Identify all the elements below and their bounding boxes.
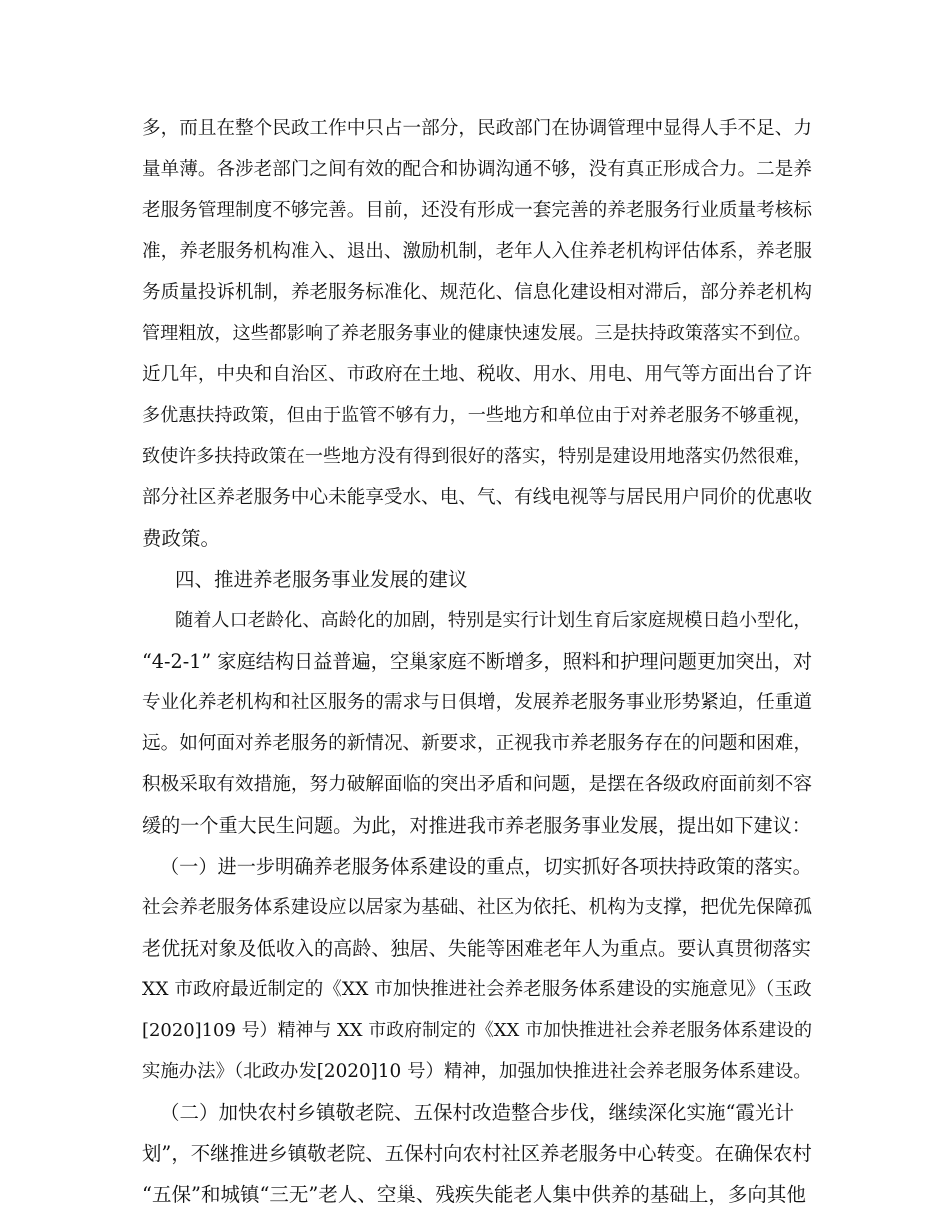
text-line: 准，养老服务机构准入、退出、激励机制，老年人入住养老机构评估体系，养老服 [142, 241, 812, 262]
text-line: 随着人口老龄化、高龄化的加剧，特别是实行计划生育后家庭规模日趋小型化， [175, 610, 812, 631]
text-line: 务质量投诉机制，养老服务标准化、规范化、信息化建设相对滞后，部分养老机构 [142, 282, 812, 303]
text-line: “五保”和城镇“三无”老人、空巢、残疾失能老人集中供养的基础上，多向其他 [142, 1183, 806, 1206]
text-line: 致使许多扶持政策在一些地方没有得到很好的落实，特别是建设用地落实仍然很难， [142, 446, 812, 467]
text-line: 近几年，中央和自治区、市政府在土地、税收、用水、用电、用气等方面出台了许 [142, 364, 812, 385]
text-line: 管理粗放，这些都影响了养老服务事业的健康快速发展。三是扶持政策落实不到位。 [142, 323, 812, 344]
text-line: “4-2-1” 家庭结构日益普遍，空巢家庭不断增多，照料和护理问题更加突出，对 [142, 650, 813, 673]
text-line: 量单薄。各涉老部门之间有效的配合和协调沟通不够，没有真正形成合力。二是养 [142, 159, 812, 180]
text-line: 远。如何面对养老服务的新情况、新要求，正视我市养老服务存在的问题和困难， [142, 733, 812, 754]
text-line: 多优惠扶持政策，但由于监管不够有力，一些地方和单位由于对养老服务不够重视， [142, 405, 812, 426]
text-line: 缓的一个重大民生问题。为此，对推进我市养老服务事业发展，提出如下建议： [142, 814, 811, 837]
text-line: 划”，不继推进乡镇敬老院、五保村向农村社区养老服务中心转变。在确保农村 [142, 1142, 812, 1165]
section-heading: 四、推进养老服务事业发展的建议 [175, 568, 468, 591]
text-line: 老服务管理制度不够完善。目前，还没有形成一套完善的养老服务行业质量考核标 [142, 200, 812, 221]
text-line: 费政策。 [142, 527, 221, 550]
text-line: 多，而且在整个民政工作中只占一部分，民政部门在协调管理中显得人手不足、力 [142, 118, 812, 139]
text-line: [2020]109 号）精神与 XX 市政府制定的《XX 市加快推进社会养老服务体系建设的 [142, 1020, 813, 1041]
text-line: 社会养老服务体系建设应以居家为基础、社区为依托、机构为支撑，把优先保障孤 [142, 897, 812, 918]
text-line: （一）进一步明确养老服务体系建设的重点，切实抓好各项扶持政策的落实。 [160, 855, 812, 878]
text-line: 老优抚对象及低收入的高龄、独居、失能等困难老年人为重点。要认真贯彻落实 [142, 937, 811, 960]
text-line: （二）加快农村乡镇敬老院、五保村改造整合步伐，继续深化实施“霞光计 [160, 1101, 794, 1124]
text-line: 专业化养老机构和社区服务的需求与日俱增，发展养老服务事业形势紧迫，任重道 [142, 692, 812, 713]
text-line: 部分社区养老服务中心未能享受水、电、气、有线电视等与居民用户同价的优惠收 [142, 487, 812, 508]
text-line: 实施办法》（北政办发[2020]10 号）精神，加强加快推进社会养老服务体系建设。 [142, 1061, 812, 1082]
text-line: 积极采取有效措施，努力破解面临的突出矛盾和问题，是摆在各级政府面前刻不容 [142, 774, 812, 795]
text-line: XX 市政府最近制定的《XX 市加快推进社会养老服务体系建设的实施意见》（玉政 [142, 979, 812, 1000]
